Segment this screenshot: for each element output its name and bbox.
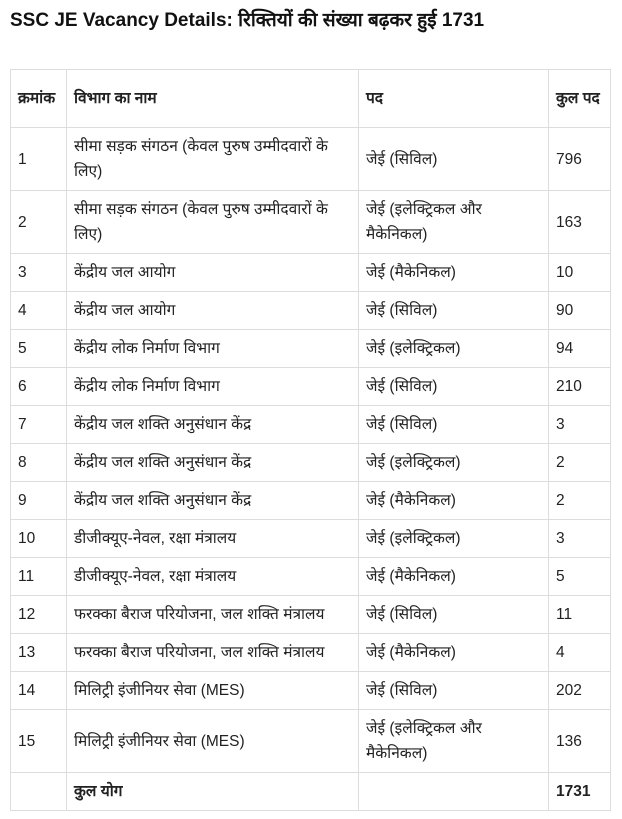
- table-row: [11, 596, 611, 634]
- table-row: [11, 482, 611, 520]
- page-title: SSC JE Vacancy Details: रिक्तियों की संख्या बढ़कर हुई 1731: [10, 10, 485, 31]
- cell-total: 2: [549, 444, 611, 482]
- cell-post: जेई (सिविल): [359, 128, 549, 191]
- cell-department: केंद्रीय जल आयोग: [67, 254, 359, 292]
- table-row: [11, 191, 611, 254]
- cell-total: 4: [549, 634, 611, 672]
- cell-serial: 7: [11, 406, 67, 444]
- cell-post: जेई (इलेक्ट्रिकल और मैकेनिकल): [359, 191, 549, 254]
- header-total: कुल पद: [549, 70, 611, 128]
- cell-department: सीमा सड़क संगठन (केवल पुरुष उम्मीदवारों के लिए): [67, 128, 359, 191]
- table-row: [11, 634, 611, 672]
- table-row: [11, 710, 611, 773]
- vacancy-table: [10, 69, 611, 811]
- cell-department: केंद्रीय जल शक्ति अनुसंधान केंद्र: [67, 444, 359, 482]
- table-row: [11, 368, 611, 406]
- header-serial: क्रमांक: [11, 70, 67, 128]
- cell-department: मिलिट्री इंजीनियर सेवा (MES): [67, 710, 359, 773]
- cell-department: फरक्का बैराज परियोजना, जल शक्ति मंत्रालय: [67, 634, 359, 672]
- cell-total: 796: [549, 128, 611, 191]
- header-post: पद: [359, 70, 549, 128]
- cell-post: जेई (सिविल): [359, 596, 549, 634]
- cell-serial: 13: [11, 634, 67, 672]
- cell-post: जेई (इलेक्ट्रिकल): [359, 520, 549, 558]
- cell-department: केंद्रीय जल शक्ति अनुसंधान केंद्र: [67, 406, 359, 444]
- cell-department: मिलिट्री इंजीनियर सेवा (MES): [67, 672, 359, 710]
- cell-post: जेई (मैकेनिकल): [359, 558, 549, 596]
- cell-post: जेई (मैकेनिकल): [359, 634, 549, 672]
- cell-department: केंद्रीय लोक निर्माण विभाग: [67, 368, 359, 406]
- cell-total: 136: [549, 710, 611, 773]
- cell-total: 3: [549, 406, 611, 444]
- table-row: [11, 128, 611, 191]
- cell-post: जेई (सिविल): [359, 406, 549, 444]
- cell-serial: 5: [11, 330, 67, 368]
- cell-serial: 4: [11, 292, 67, 330]
- cell-serial: 14: [11, 672, 67, 710]
- cell-post-empty: [359, 773, 549, 811]
- cell-total: 210: [549, 368, 611, 406]
- cell-department: सीमा सड़क संगठन (केवल पुरुष उम्मीदवारों के लिए): [67, 191, 359, 254]
- grand-total: 1731: [549, 773, 611, 811]
- cell-post: जेई (सिविल): [359, 368, 549, 406]
- table-total-row: [11, 773, 611, 811]
- cell-serial: 9: [11, 482, 67, 520]
- cell-serial-empty: [11, 773, 67, 811]
- table-row: [11, 406, 611, 444]
- cell-department: डीजीक्यूए-नेवल, रक्षा मंत्रालय: [67, 558, 359, 596]
- table-row: [11, 444, 611, 482]
- table-row: [11, 520, 611, 558]
- cell-total: 94: [549, 330, 611, 368]
- cell-post: जेई (मैकेनिकल): [359, 482, 549, 520]
- table-header-row: [11, 70, 611, 128]
- cell-total: 163: [549, 191, 611, 254]
- cell-total: 90: [549, 292, 611, 330]
- cell-total: 5: [549, 558, 611, 596]
- cell-serial: 10: [11, 520, 67, 558]
- cell-total: 202: [549, 672, 611, 710]
- cell-total: 2: [549, 482, 611, 520]
- cell-department: डीजीक्यूए-नेवल, रक्षा मंत्रालय: [67, 520, 359, 558]
- header-department: विभाग का नाम: [67, 70, 359, 128]
- cell-serial: 11: [11, 558, 67, 596]
- total-label: कुल योग: [67, 773, 359, 811]
- cell-department: केंद्रीय जल शक्ति अनुसंधान केंद्र: [67, 482, 359, 520]
- cell-total: 3: [549, 520, 611, 558]
- cell-serial: 6: [11, 368, 67, 406]
- cell-post: जेई (सिविल): [359, 292, 549, 330]
- table-row: [11, 254, 611, 292]
- table-row: [11, 330, 611, 368]
- cell-serial: 1: [11, 128, 67, 191]
- cell-serial: 3: [11, 254, 67, 292]
- cell-serial: 8: [11, 444, 67, 482]
- cell-total: 11: [549, 596, 611, 634]
- cell-department: केंद्रीय जल आयोग: [67, 292, 359, 330]
- cell-department: केंद्रीय लोक निर्माण विभाग: [67, 330, 359, 368]
- cell-department: फरक्का बैराज परियोजना, जल शक्ति मंत्रालय: [67, 596, 359, 634]
- table-row: [11, 292, 611, 330]
- cell-total: 10: [549, 254, 611, 292]
- cell-post: जेई (इलेक्ट्रिकल): [359, 444, 549, 482]
- cell-post: जेई (इलेक्ट्रिकल और मैकेनिकल): [359, 710, 549, 773]
- cell-serial: 12: [11, 596, 67, 634]
- cell-post: जेई (सिविल): [359, 672, 549, 710]
- cell-post: जेई (इलेक्ट्रिकल): [359, 330, 549, 368]
- cell-serial: 15: [11, 710, 67, 773]
- cell-serial: 2: [11, 191, 67, 254]
- cell-post: जेई (मैकेनिकल): [359, 254, 549, 292]
- table-row: [11, 558, 611, 596]
- table-row: [11, 672, 611, 710]
